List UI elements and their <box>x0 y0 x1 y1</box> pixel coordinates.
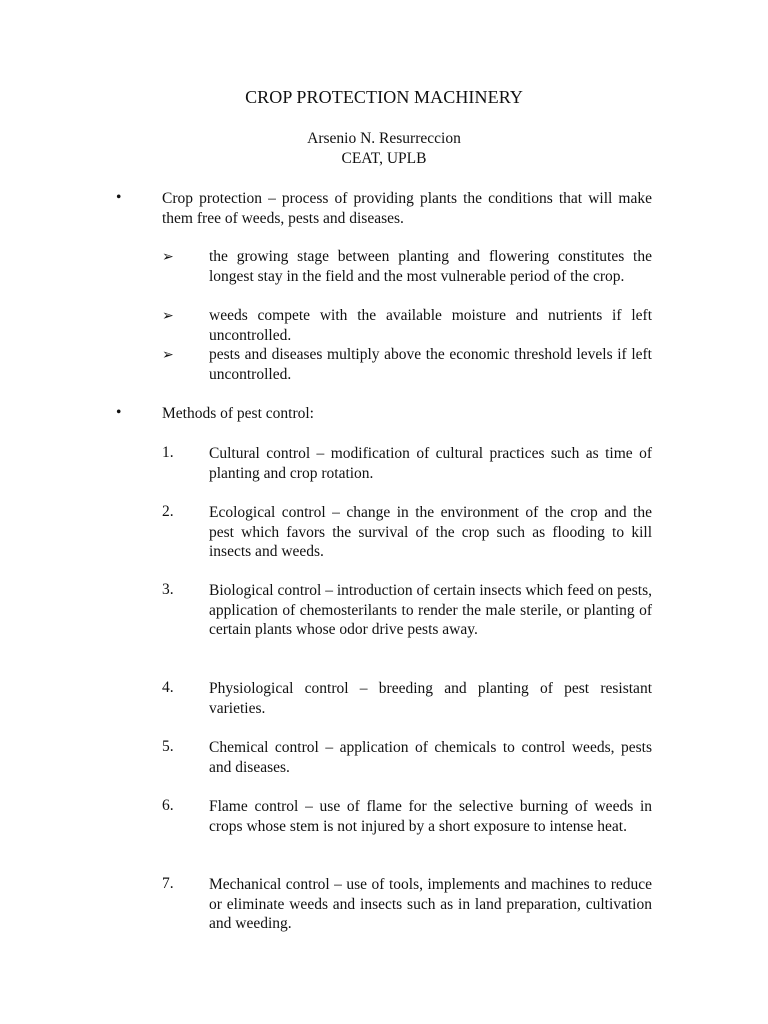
list-number: 5. <box>162 738 174 755</box>
author-affiliation: CEAT, UPLB <box>341 150 427 167</box>
subpoint-weeds: weeds compete with the available moisture and nutrients if left uncontrolled. <box>209 307 652 344</box>
arrow-bullet-icon: ➢ <box>162 308 174 324</box>
list-number: 1. <box>162 444 174 461</box>
method-mechanical-control: Mechanical control – use of tools, implements and machines to reduce or eliminate weeds and insects such as in land preparation, cultivation and weeding. <box>209 876 652 933</box>
method-ecological-control: Ecological control – change in the environment of the crop and the pest which favors the survival of the crop such as flooding to kill insects and weeds. <box>209 504 652 561</box>
method-physiological-control: Physiological control – breeding and planting of pest resistant varieties. <box>209 680 652 717</box>
bullet-marker: • <box>116 404 122 421</box>
list-number: 6. <box>162 797 174 814</box>
crop-protection-definition: Crop protection – process of providing plants the conditions that will make them free of weeds, pests and diseases. <box>162 190 652 227</box>
author-name: Arsenio N. Resurreccion <box>307 130 461 147</box>
methods-heading: Methods of pest control: <box>162 405 314 422</box>
list-number: 4. <box>162 679 174 696</box>
bullet-marker: • <box>116 189 122 206</box>
method-biological-control: Biological control – introduction of certain insects which feed on pests, application of chemosterilants to render the male sterile, or planting of certain plants whose odor drive pests away. <box>209 582 652 639</box>
list-number: 7. <box>162 875 174 892</box>
subpoint-growing-stage: the growing stage between planting and flowering constitutes the longest stay in the field and the most vulnerable period of the crop. <box>209 248 652 285</box>
list-number: 2. <box>162 503 174 520</box>
method-flame-control: Flame control – use of flame for the selective burning of weeds in crops whose stem is not injured by a short exposure to intense heat. <box>209 798 652 835</box>
document-title: CROP PROTECTION MACHINERY <box>245 87 523 107</box>
arrow-bullet-icon: ➢ <box>162 249 174 265</box>
subpoint-pests: pests and diseases multiply above the economic threshold levels if left uncontrolled. <box>209 346 652 383</box>
list-number: 3. <box>162 581 174 598</box>
method-cultural-control: Cultural control – modification of cultural practices such as time of planting and crop rotation. <box>209 445 652 482</box>
method-chemical-control: Chemical control – application of chemicals to control weeds, pests and diseases. <box>209 739 652 776</box>
arrow-bullet-icon: ➢ <box>162 347 174 363</box>
